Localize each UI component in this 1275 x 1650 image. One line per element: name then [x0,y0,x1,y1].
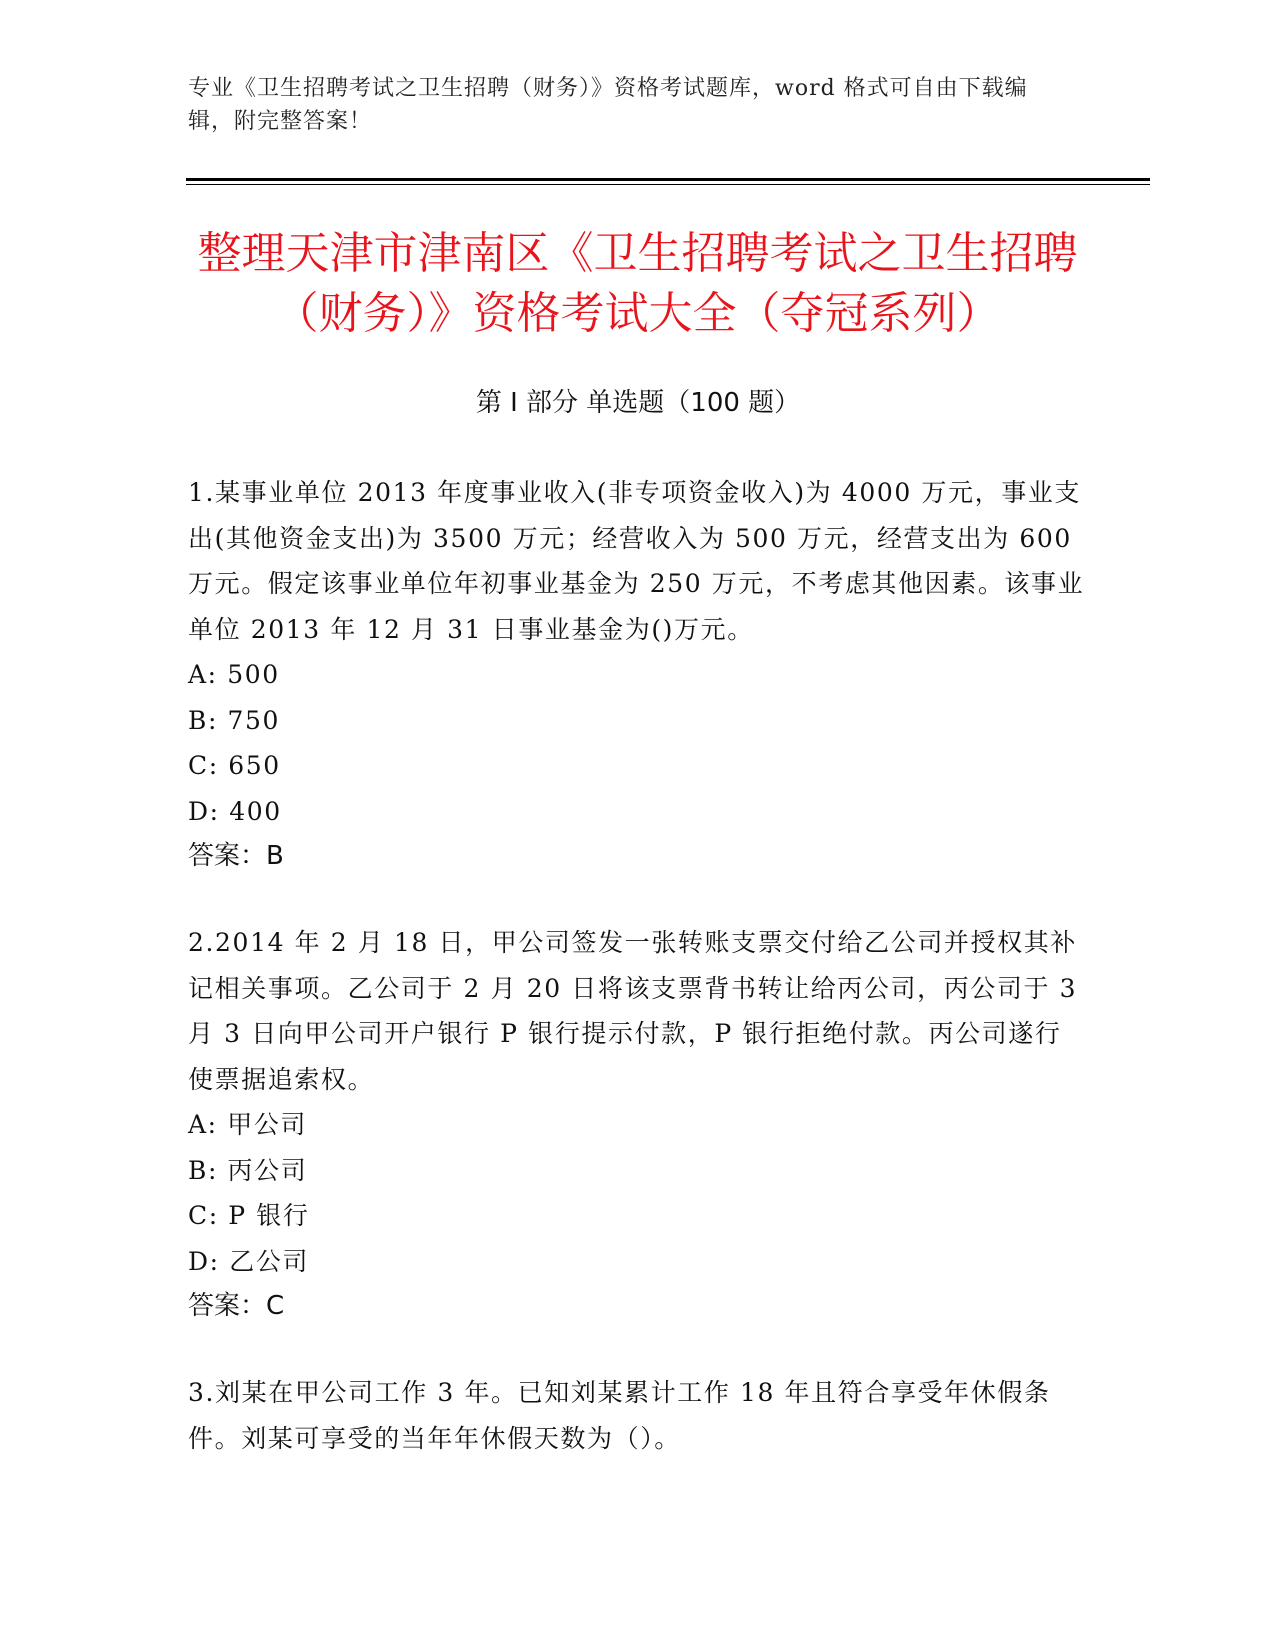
document-title: 整理天津市津南区《卫生招聘考试之卫生招聘（财务）》资格考试大全（夺冠系列） [197,228,1078,339]
option-a: A: 500 [188,660,280,689]
answer-line: 答案：B [188,841,284,871]
answer-line: 答案：C [188,1291,285,1321]
header-rule-thick [186,178,1150,181]
question-1 [188,470,1088,880]
question-2 [188,920,1088,1330]
question-stem: 1.某事业单位 2013 年度事业收入(非专项资金收入)为 4000 万元，事业支出(其他资金支出)为 3500 万元；经营收入为 500 万元，经营支出为 600 万元。假定该事业单位年初事业基金为 250 万元，不考虑其他因素。该事业单位 2013 年 12 月 31 日事业基金为()万元。 [188,478,1085,644]
option-c: C: 650 [188,751,281,780]
option-b: B: 丙公司 [188,1155,308,1185]
option-a: A: 甲公司 [188,1110,308,1139]
question-stem: 3.刘某在甲公司工作 3 年。已知刘某累计工作 18 年且符合享受年休假条件。刘某可享受的当年年休假天数为（）。 [188,1378,1051,1453]
option-b: B: 750 [188,705,281,735]
header-rule-thin [186,184,1150,185]
option-c: C: P 银行 [188,1201,310,1230]
header-note: 专业《卫生招聘考试之卫生招聘（财务）》资格考试题库，word 格式可自由下载编辑，附完整答案！ [188,76,1028,134]
option-d: D: 乙公司 [188,1246,310,1276]
question-3 [188,1370,1088,1461]
section-heading: 第 I 部分 单选题（100 题） [475,388,801,418]
question-stem: 2.2014 年 2 月 18 日，甲公司签发一张转账支票交付给乙公司并授权其补记相关事项。乙公司于 2 月 20 日将该支票背书转让给丙公司，丙公司于 3 月 3 日向甲公司开户银行 P 银行提示付款，P 银行拒绝付款。丙公司遂行使票据追索权。 [188,928,1078,1094]
option-d: D: 400 [188,796,282,826]
